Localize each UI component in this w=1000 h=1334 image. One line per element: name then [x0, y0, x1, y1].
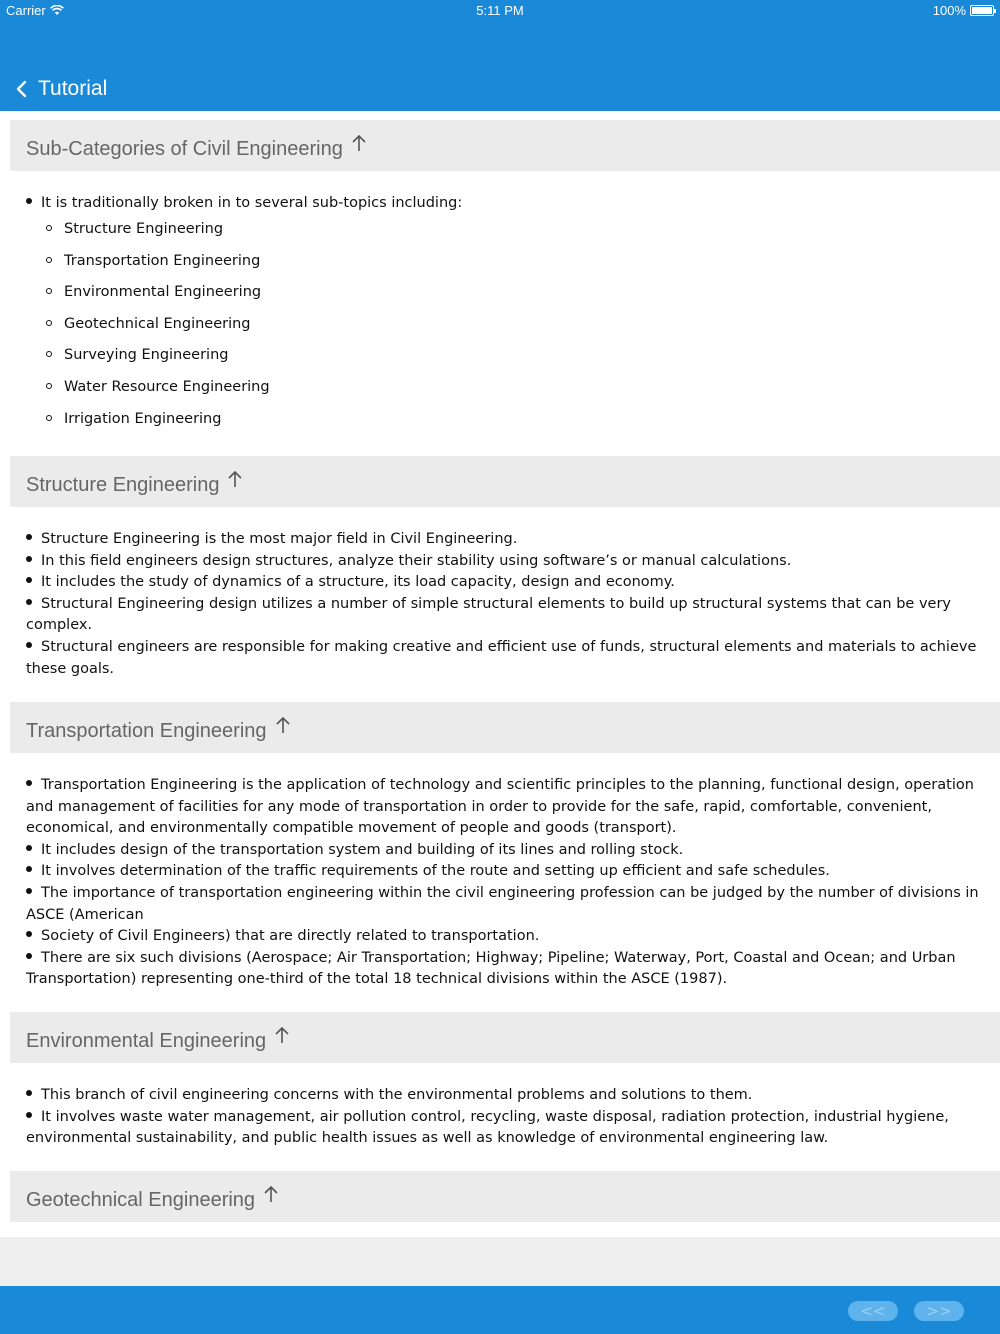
section-title: Structure Engineering [26, 474, 220, 496]
back-button-label: Tutorial [38, 77, 108, 100]
list-item: In this field engineers design structures, analyze their stability using software’s or manual calculations. [26, 551, 990, 573]
list-item: Environmental Engineering [46, 282, 270, 314]
list-item: Structural engineers are responsible for making creative and efficient use of funds, structural elements and materials to achieve these goals. [26, 638, 977, 677]
circle-bullet-icon [46, 320, 52, 326]
circle-bullet-icon [46, 225, 52, 231]
list-item: The importance of transportation engineering within the civil engineering profession can be judged by the number of divisions in ASCE (American [26, 884, 979, 923]
list-item: Structural Engineering design utilizes a number of simple structural elements to build up structural systems that can be very complex. [26, 595, 952, 634]
chevron-left-icon [12, 77, 32, 101]
arrow-up-icon[interactable] [263, 1185, 279, 1209]
circle-bullet-icon [46, 415, 52, 421]
clock: 5:11 PM [476, 3, 524, 18]
section-title: Transportation Engineering [26, 720, 267, 742]
list-item: Irrigation Engineering [46, 409, 270, 441]
previous-page-button[interactable]: << [848, 1301, 898, 1321]
bullet-icon [26, 931, 32, 937]
battery-percent: 100% [932, 3, 966, 18]
section-header-environmental[interactable] [10, 1012, 1000, 1063]
circle-bullet-icon [46, 351, 52, 357]
list-item: It is traditionally broken in to several sub-topics including: [26, 193, 462, 214]
list-item: Water Resource Engineering [46, 377, 270, 409]
bullet-icon [26, 845, 32, 851]
list-item: This branch of civil engineering concerns with the environmental problems and solutions to them. [26, 1085, 990, 1107]
arrow-up-icon[interactable] [227, 470, 243, 494]
bullet-icon [26, 888, 32, 894]
navigation-bar [0, 0, 1000, 111]
arrow-up-icon[interactable] [274, 1026, 290, 1050]
content-bottom-spacer [0, 1237, 1000, 1286]
list-item: Transportation Engineering is the application of technology and scientific principles to the planning, functional design, operation and management of facilities for any mode of transportation in order to provide for the safe, rapid, comfortable, convenient, economical, and environmentally compatible movement of people and goods (transport). [26, 777, 974, 837]
section-title: Environmental Engineering [26, 1030, 267, 1052]
section-body-environmental [26, 1085, 990, 1150]
section-header-sub-categories[interactable] [10, 120, 1000, 171]
bullet-icon [26, 953, 32, 959]
circle-bullet-icon [46, 288, 52, 294]
bullet-icon [26, 1112, 32, 1118]
list-item: Structure Engineering is the most major field in Civil Engineering. [26, 529, 990, 551]
arrow-up-icon[interactable] [275, 716, 291, 740]
list-item: There are six such divisions (Aerospace; Air Transportation; Highway; Pipeline; Waterway, Port, Coastal and Ocean; and Urban Transportation) representing one-third of the total 18 technical divisions within the ASCE (1987). [26, 949, 956, 988]
list-item: It involves determination of the traffic requirements of the route and setting up efficient and safe schedules. [26, 861, 990, 883]
arrow-up-icon[interactable] [351, 134, 367, 158]
list-item: It includes the study of dynamics of a structure, its load capacity, design and economy. [26, 572, 990, 594]
bullet-icon [26, 866, 32, 872]
bullet-icon [26, 780, 32, 786]
bottom-toolbar [0, 1286, 1000, 1334]
tutorial-content[interactable] [0, 111, 1000, 1237]
circle-bullet-icon [46, 257, 52, 263]
section-body-transportation [26, 775, 990, 991]
section-title: Sub-Categories of Civil Engineering [26, 138, 343, 160]
section-header-structure[interactable] [10, 456, 1000, 507]
next-page-button[interactable]: >> [914, 1301, 964, 1321]
status-bar [0, 3, 1000, 19]
section-body-structure [26, 529, 990, 680]
section-header-geotechnical[interactable] [10, 1171, 1000, 1222]
section-header-transportation[interactable] [10, 702, 1000, 753]
bullet-icon [26, 198, 32, 204]
bullet-icon [26, 534, 32, 540]
bullet-icon [26, 599, 32, 605]
list-item: It involves waste water management, air pollution control, recycling, waste disposal, radiation protection, industrial hygiene, environmental sustainability, and public health issues as well as knowledge of environmental engineering law. [26, 1108, 949, 1147]
sub-topic-list [46, 219, 270, 440]
list-item: Geotechnical Engineering [46, 314, 270, 346]
list-item: Structure Engineering [46, 219, 270, 251]
list-item: Society of Civil Engineers) that are directly related to transportation. [26, 926, 990, 948]
section-title: Geotechnical Engineering [26, 1189, 256, 1211]
bullet-icon [26, 1090, 32, 1096]
battery-icon [970, 5, 994, 16]
list-item: Surveying Engineering [46, 345, 270, 377]
list-item: Transportation Engineering [46, 251, 270, 283]
back-button[interactable] [12, 74, 107, 104]
carrier-label: Carrier [6, 3, 46, 18]
circle-bullet-icon [46, 383, 52, 389]
list-item: It includes design of the transportation system and building of its lines and rolling stock. [26, 840, 990, 862]
bullet-icon [26, 556, 32, 562]
bullet-icon [26, 577, 32, 583]
bullet-icon [26, 642, 32, 648]
